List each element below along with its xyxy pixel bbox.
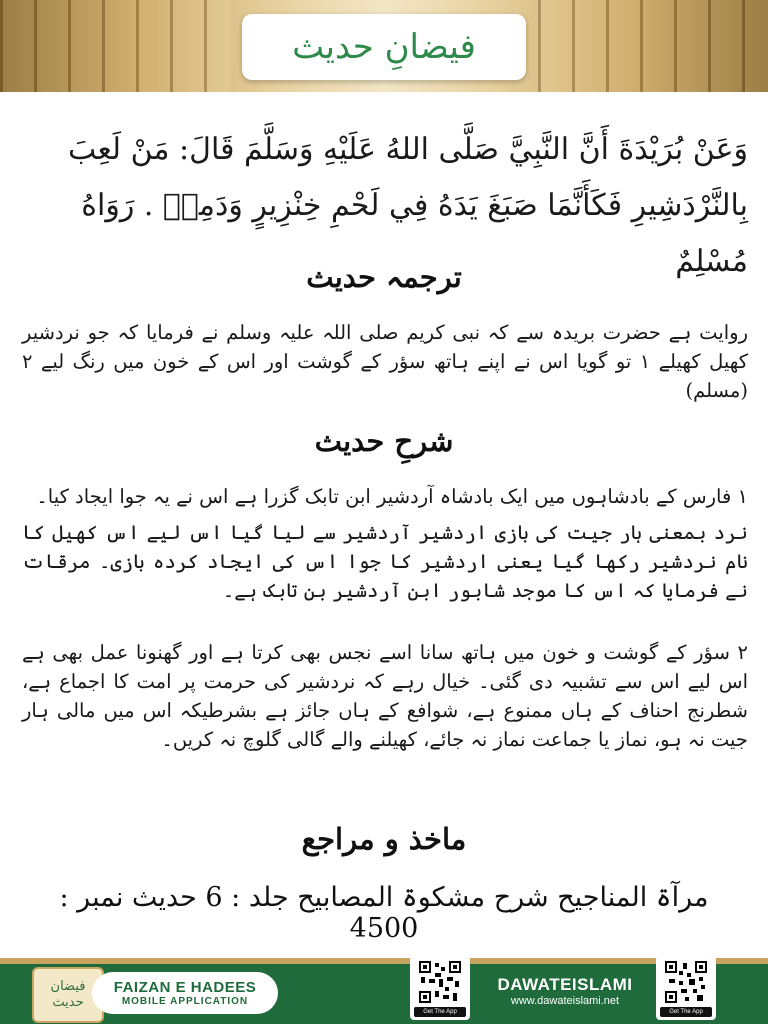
get-app-badge: Get The App xyxy=(414,1007,466,1017)
commentary-heading: شرحِ حدیث xyxy=(314,424,454,458)
app-name-badge xyxy=(92,972,278,1014)
books-decoration-right xyxy=(538,0,768,92)
commentary-paragraph-2: نرد بمعنی ہار جیت کی بازی اردشیر آردشیر سے لیا گیا اس لیے اس کھیل کا نام نردشیر رکھا گیا یعنی اردشیر کا جوا اس کی ایجاد کردہ بازی۔ مرقات نے فرمایا کہ اس کا موجد شابور ابن آردشیر بن تابک ہے۔ xyxy=(22,521,748,602)
hadith-arabic-text: وَعَنْ بُرَيْدَةَ أَنَّ النَّبِيَّ صَلَّى اللهُ عَلَيْهِ وَسَلَّمَ قَالَ: مَنْ لَعِبَ بِالنَّرْدَشِيرِ فَكَأَنَّمَا صَبَغَ يَدَهُ فِي لَحْمِ خِنْزِيرٍ وَدَمِهٖ . رَوَاهُ مُسْلِمٌ xyxy=(67,132,748,279)
brand-block xyxy=(492,975,638,1007)
qr-code-android[interactable] xyxy=(410,956,470,1020)
app-subtitle: MOBILE APPLICATION xyxy=(121,996,249,1007)
page-title-plate xyxy=(242,14,526,80)
app-name: FAIZAN E HADEES xyxy=(113,979,257,996)
translation-text: روایت ہے حضرت بریدہ سے کہ نبی کریم صلی اللہ علیہ وسلم نے فرمایا کہ جو نردشیر کھیل کھیلے ۱ تو گویا اس نے اپنے ہاتھ سؤر کے گوشت اور اس کے خون میں رنگ لیے ۲ (مسلم) xyxy=(22,321,748,402)
page-title: فیضانِ حدیث xyxy=(292,27,476,67)
reference-text: مرآۃ المناجیح شرح مشکوۃ المصابیح جلد : 6 حدیث نمبر : 4500 xyxy=(59,882,709,944)
commentary-paragraph-3: ۲ سؤر کے گوشت و خون میں ہاتھ سانا اسے نجس بھی کرتا ہے اور گھنونا عمل بھی ہے اس لیے اس سے تشبیہ دی گئی۔ خیال رہے کہ نردشیر کی حرمت پر امت کا اجماع ہے، شطرنج احناف کے ہاں ممنوع ہے، شوافع کے ہاں جائز ہے بشرطیکہ اس میں مالی ہار جیت نہ ہو، نماز یا جماعت نماز نہ جائے، کھیلنے والے گالی گلوچ نہ کریں۔ xyxy=(22,641,748,751)
qr-code-ios[interactable] xyxy=(656,956,716,1020)
main-content xyxy=(0,92,768,964)
brand-name: DAWATEISLAMI xyxy=(497,975,633,994)
commentary-paragraph-1: ۱ فارس کے بادشاہوں میں ایک بادشاہ آردشیر ابن تابک گزرا ہے اس نے یہ جوا ایجاد کیا۔ xyxy=(36,485,748,508)
qr-code-icon xyxy=(663,959,709,1005)
translation-heading: ترجمہ حدیث xyxy=(306,260,462,294)
qr-code-icon xyxy=(417,959,463,1005)
app-logo-text: فیضان حدیث xyxy=(50,979,86,1010)
get-app-badge: Get The App xyxy=(660,1007,712,1017)
books-decoration-left xyxy=(0,0,230,92)
references-heading: ماخذ و مراجع xyxy=(301,822,467,856)
brand-website[interactable]: www.dawateislami.net xyxy=(510,995,620,1007)
